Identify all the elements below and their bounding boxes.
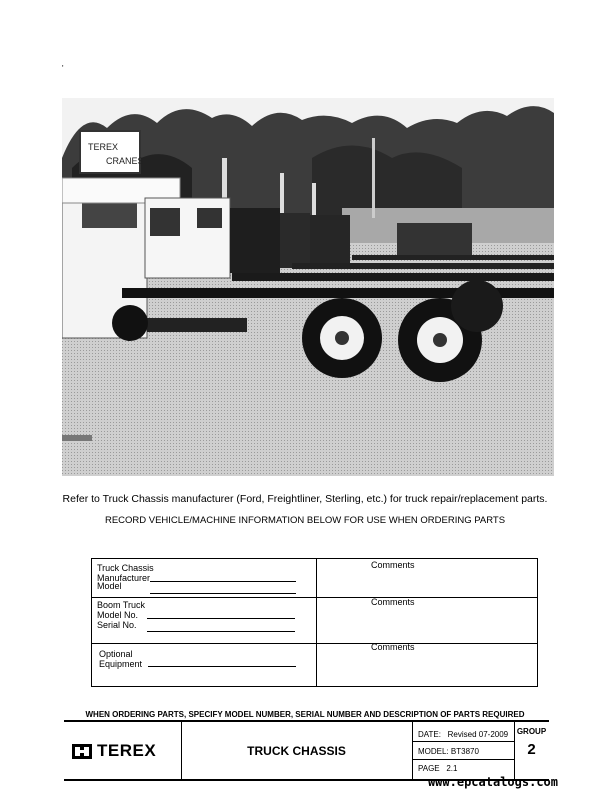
model-no-field[interactable] [147, 618, 295, 619]
manufacturer-label: Manufacturer [97, 573, 151, 583]
terex-logo [72, 741, 156, 761]
group-cell [514, 722, 549, 779]
page-value: 2.1 [446, 764, 458, 773]
sign-text-line1: TEREX [88, 142, 119, 152]
refer-text: Refer to Truck Chassis manufacturer (Ford, Freightliner, Sterling, etc.) for truck repair/replacement parts. [62, 493, 548, 505]
form-row-divider [92, 643, 537, 644]
watermark: www.epcatalogs.com [427, 775, 558, 789]
model-value: BT3870 [450, 747, 479, 756]
sign-text-line2: CRANES [106, 156, 144, 166]
comments-label: Comments [371, 597, 415, 607]
page-label: PAGE [418, 764, 440, 773]
group-label: GROUP [516, 727, 547, 736]
truck-chassis-label: Truck Chassis [97, 563, 154, 573]
model-field[interactable] [150, 593, 296, 594]
manufacturer-field[interactable] [150, 581, 296, 582]
group-number: 2 [527, 741, 536, 758]
date-label: DATE: [418, 730, 441, 739]
logo-text: TEREX [97, 741, 157, 760]
optional-equipment-field[interactable] [148, 666, 296, 667]
model-no-label: Model No. [97, 610, 139, 620]
truck-chassis-photo [62, 98, 554, 476]
date-value: Revised 07-2009 [447, 730, 509, 739]
page-title: TRUCK CHASSIS [247, 743, 346, 758]
model-label: Model [97, 581, 122, 591]
revision-info [412, 722, 514, 779]
model-label: MODEL: [418, 747, 449, 756]
comments-label: Comments [371, 642, 415, 652]
serial-no-label: Serial No. [97, 620, 137, 630]
equipment-label: Equipment [99, 659, 143, 669]
terex-logo-icon [72, 744, 92, 759]
record-heading: RECORD VEHICLE/MACHINE INFORMATION BELOW FOR USE WHEN ORDERING PARTS [104, 515, 506, 526]
vehicle-info-form [91, 558, 538, 687]
form-column-divider [316, 559, 317, 686]
ordering-note: WHEN ORDERING PARTS, SPECIFY MODEL NUMBER, SERIAL NUMBER AND DESCRIPTION OF PARTS REQUIRED [85, 710, 525, 719]
form-row-divider [92, 597, 537, 598]
serial-no-field[interactable] [147, 631, 295, 632]
title-block [64, 720, 549, 781]
stray-mark: ' [62, 64, 64, 73]
comments-label: Comments [371, 560, 415, 570]
boom-truck-label: Boom Truck [97, 600, 146, 610]
optional-label: Optional [99, 649, 133, 659]
